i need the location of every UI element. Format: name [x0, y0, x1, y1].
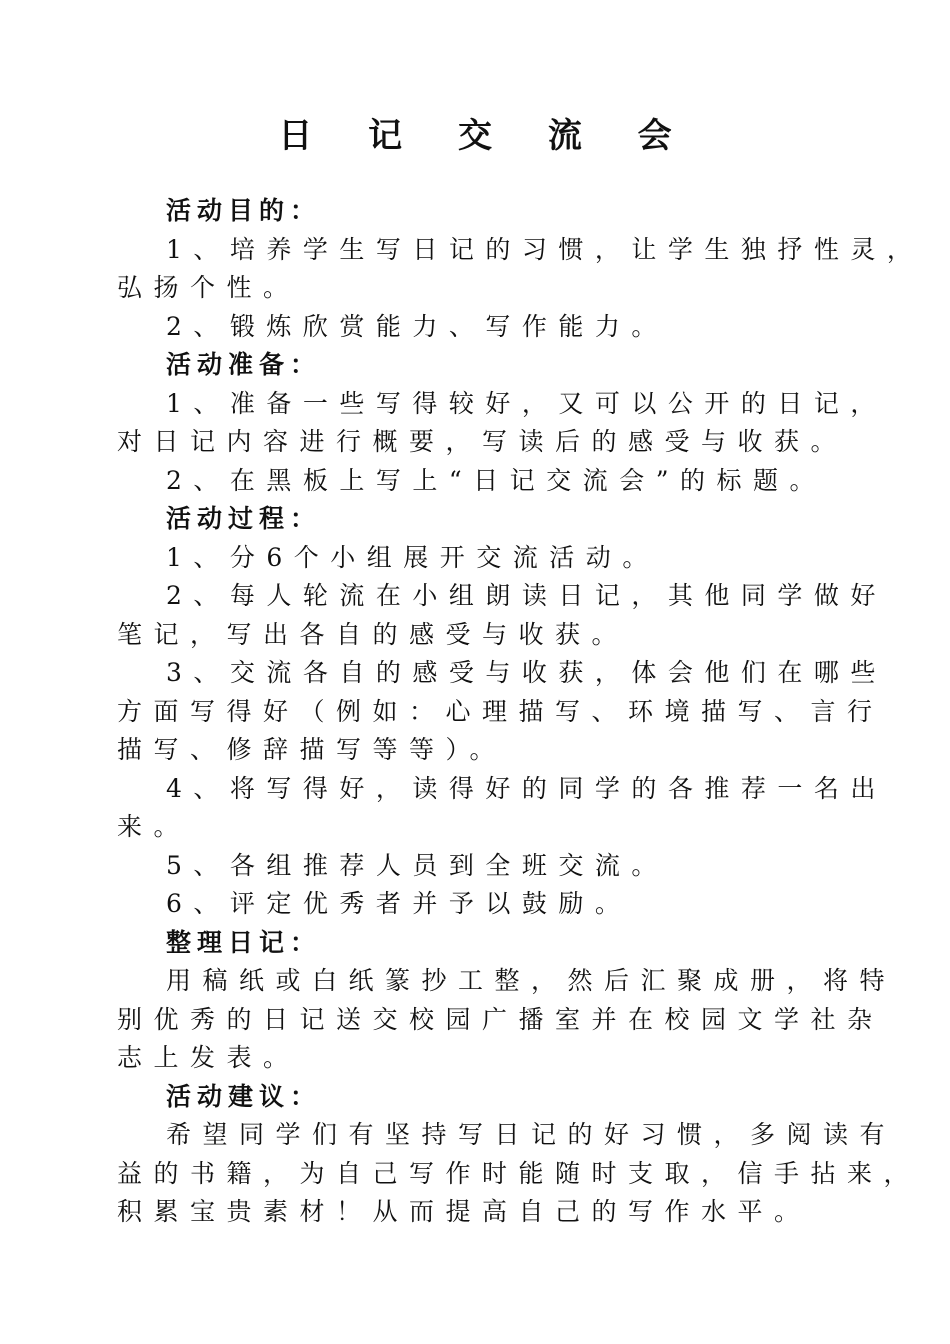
- paragraph-line: 弘扬个性。: [117, 273, 300, 302]
- paragraph-line: 1、分6个小组展开交流活动。: [166, 542, 659, 572]
- section-heading-suggestion: 活动建议：: [166, 1081, 322, 1111]
- paragraph-line: 1、培养学生写日记的习惯，让学生独抒性灵，: [166, 234, 924, 264]
- paragraph-line: 笔记，写出各自的感受与收获。: [117, 619, 629, 649]
- section-heading-organize: 整理日记：: [166, 927, 322, 957]
- paragraph-line: 希望同学们有坚持写日记的好习惯，多阅读有: [166, 1120, 897, 1149]
- paragraph-line: 别优秀的日记送交校园广播室并在校园文学社杂: [117, 1004, 884, 1034]
- document-body: [117, 192, 924, 1232]
- paragraph-line: 志上发表。: [117, 1043, 300, 1072]
- paragraph-line: 3、交流各自的感受与收获，体会他们在哪些: [166, 658, 887, 687]
- paragraph-line: 对日记内容进行概要，写读后的感受与收获。: [117, 427, 848, 456]
- paragraph-line: 5、各组推荐人员到全班交流。: [166, 850, 668, 880]
- paragraph-line: 方面写得好（例如：心理描写、环境描写、言行: [117, 696, 884, 726]
- section-heading-process: 活动过程：: [166, 504, 322, 533]
- paragraph-line: 4、将写得好，读得好的同学的各推荐一名出: [166, 773, 887, 803]
- paragraph-line: 1、准备一些写得较好，又可以公开的日记，: [166, 388, 887, 418]
- paragraph-line: 描写、修辞描写等等）。: [117, 735, 507, 764]
- paragraph-line: 积累宝贵素材！从而提高自己的写作水平。: [117, 1197, 811, 1226]
- paragraph-line: 2、锻炼欣赏能力、写作能力。: [166, 311, 668, 341]
- page-title: 日 记 交 流 会: [278, 116, 694, 156]
- paragraph-line: 6、评定优秀者并予以鼓励。: [166, 889, 632, 918]
- paragraph-line: 2、在黑板上写上“日记交流会”的标题。: [166, 465, 826, 495]
- paragraph-line: 用稿纸或白纸篆抄工整，然后汇聚成册，将特: [166, 966, 897, 995]
- section-heading-preparation: 活动准备：: [166, 350, 322, 379]
- paragraph-line: 益的书籍，为自己写作时能随时支取，信手拈来，: [117, 1158, 921, 1188]
- paragraph-line: 2、每人轮流在小组朗读日记，其他同学做好: [166, 581, 887, 610]
- paragraph-line: 来。: [117, 812, 191, 841]
- section-heading-purpose: 活动目的：: [166, 196, 322, 225]
